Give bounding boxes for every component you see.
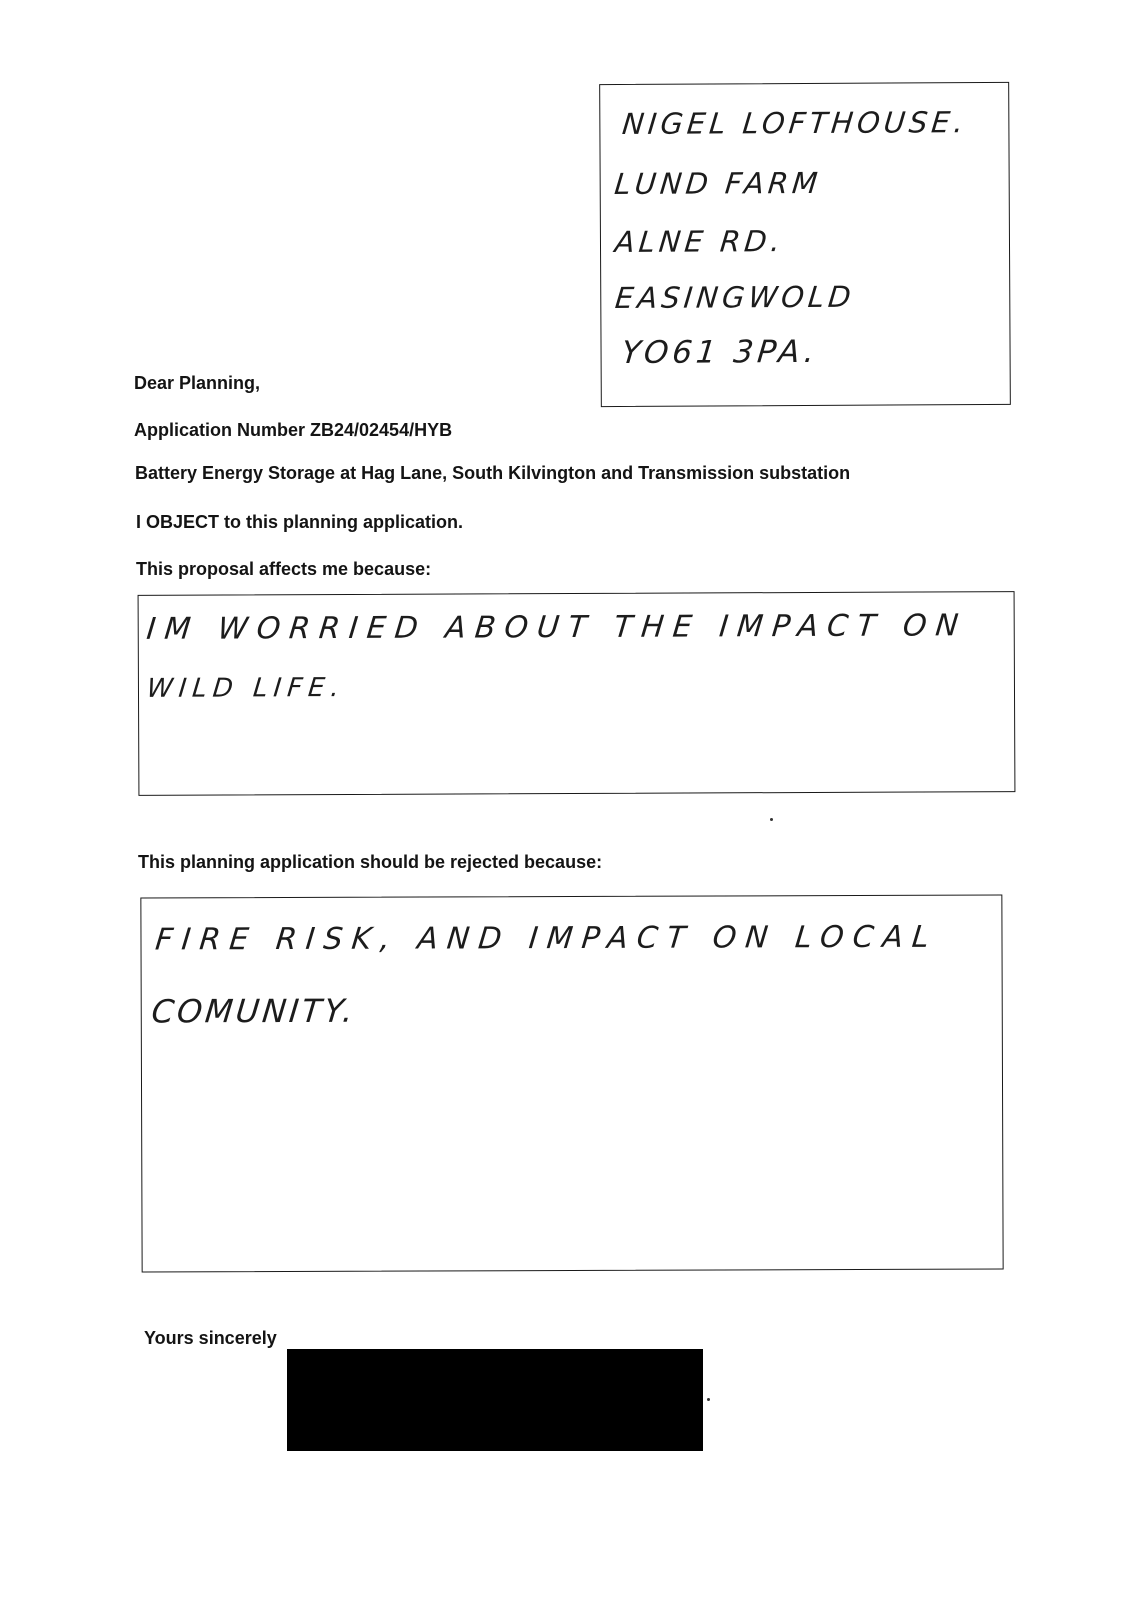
affects-line-1: IM WORRIED ABOUT THE IMPACT ON — [144, 608, 969, 647]
subject-line: Battery Energy Storage at Hag Lane, South Kilvington and Transmission substation — [135, 463, 851, 483]
scan-speck-2 — [707, 1398, 710, 1401]
affects-line-2: WILD LIFE. — [145, 673, 347, 704]
address-box — [599, 82, 1011, 407]
address-line-farm: LUND FARM — [612, 165, 824, 202]
address-line-postcode: YO61 3PA. — [619, 333, 820, 371]
rejected-line-2: COMUNITY. — [149, 991, 358, 1031]
signature-redaction — [287, 1349, 703, 1451]
scan-speck — [770, 818, 773, 821]
application-number: Application Number ZB24/02454/HYB — [134, 420, 453, 440]
affects-label: This proposal affects me because: — [136, 559, 432, 579]
closing: Yours sincerely — [144, 1328, 277, 1348]
address-line-road: ALNE RD. — [613, 224, 786, 260]
rejected-line-1: FIRE RISK, AND IMPACT ON LOCAL — [153, 919, 940, 958]
salutation: Dear Planning, — [134, 373, 261, 393]
affects-box — [138, 591, 1016, 796]
address-line-name: NIGEL LOFTHOUSE. — [620, 105, 969, 141]
rejected-label: This planning application should be rejected because: — [138, 852, 603, 872]
rejected-box — [140, 894, 1003, 1272]
objection-statement: I OBJECT to this planning application. — [136, 512, 464, 532]
address-line-town: EASINGWOLD — [613, 279, 857, 316]
